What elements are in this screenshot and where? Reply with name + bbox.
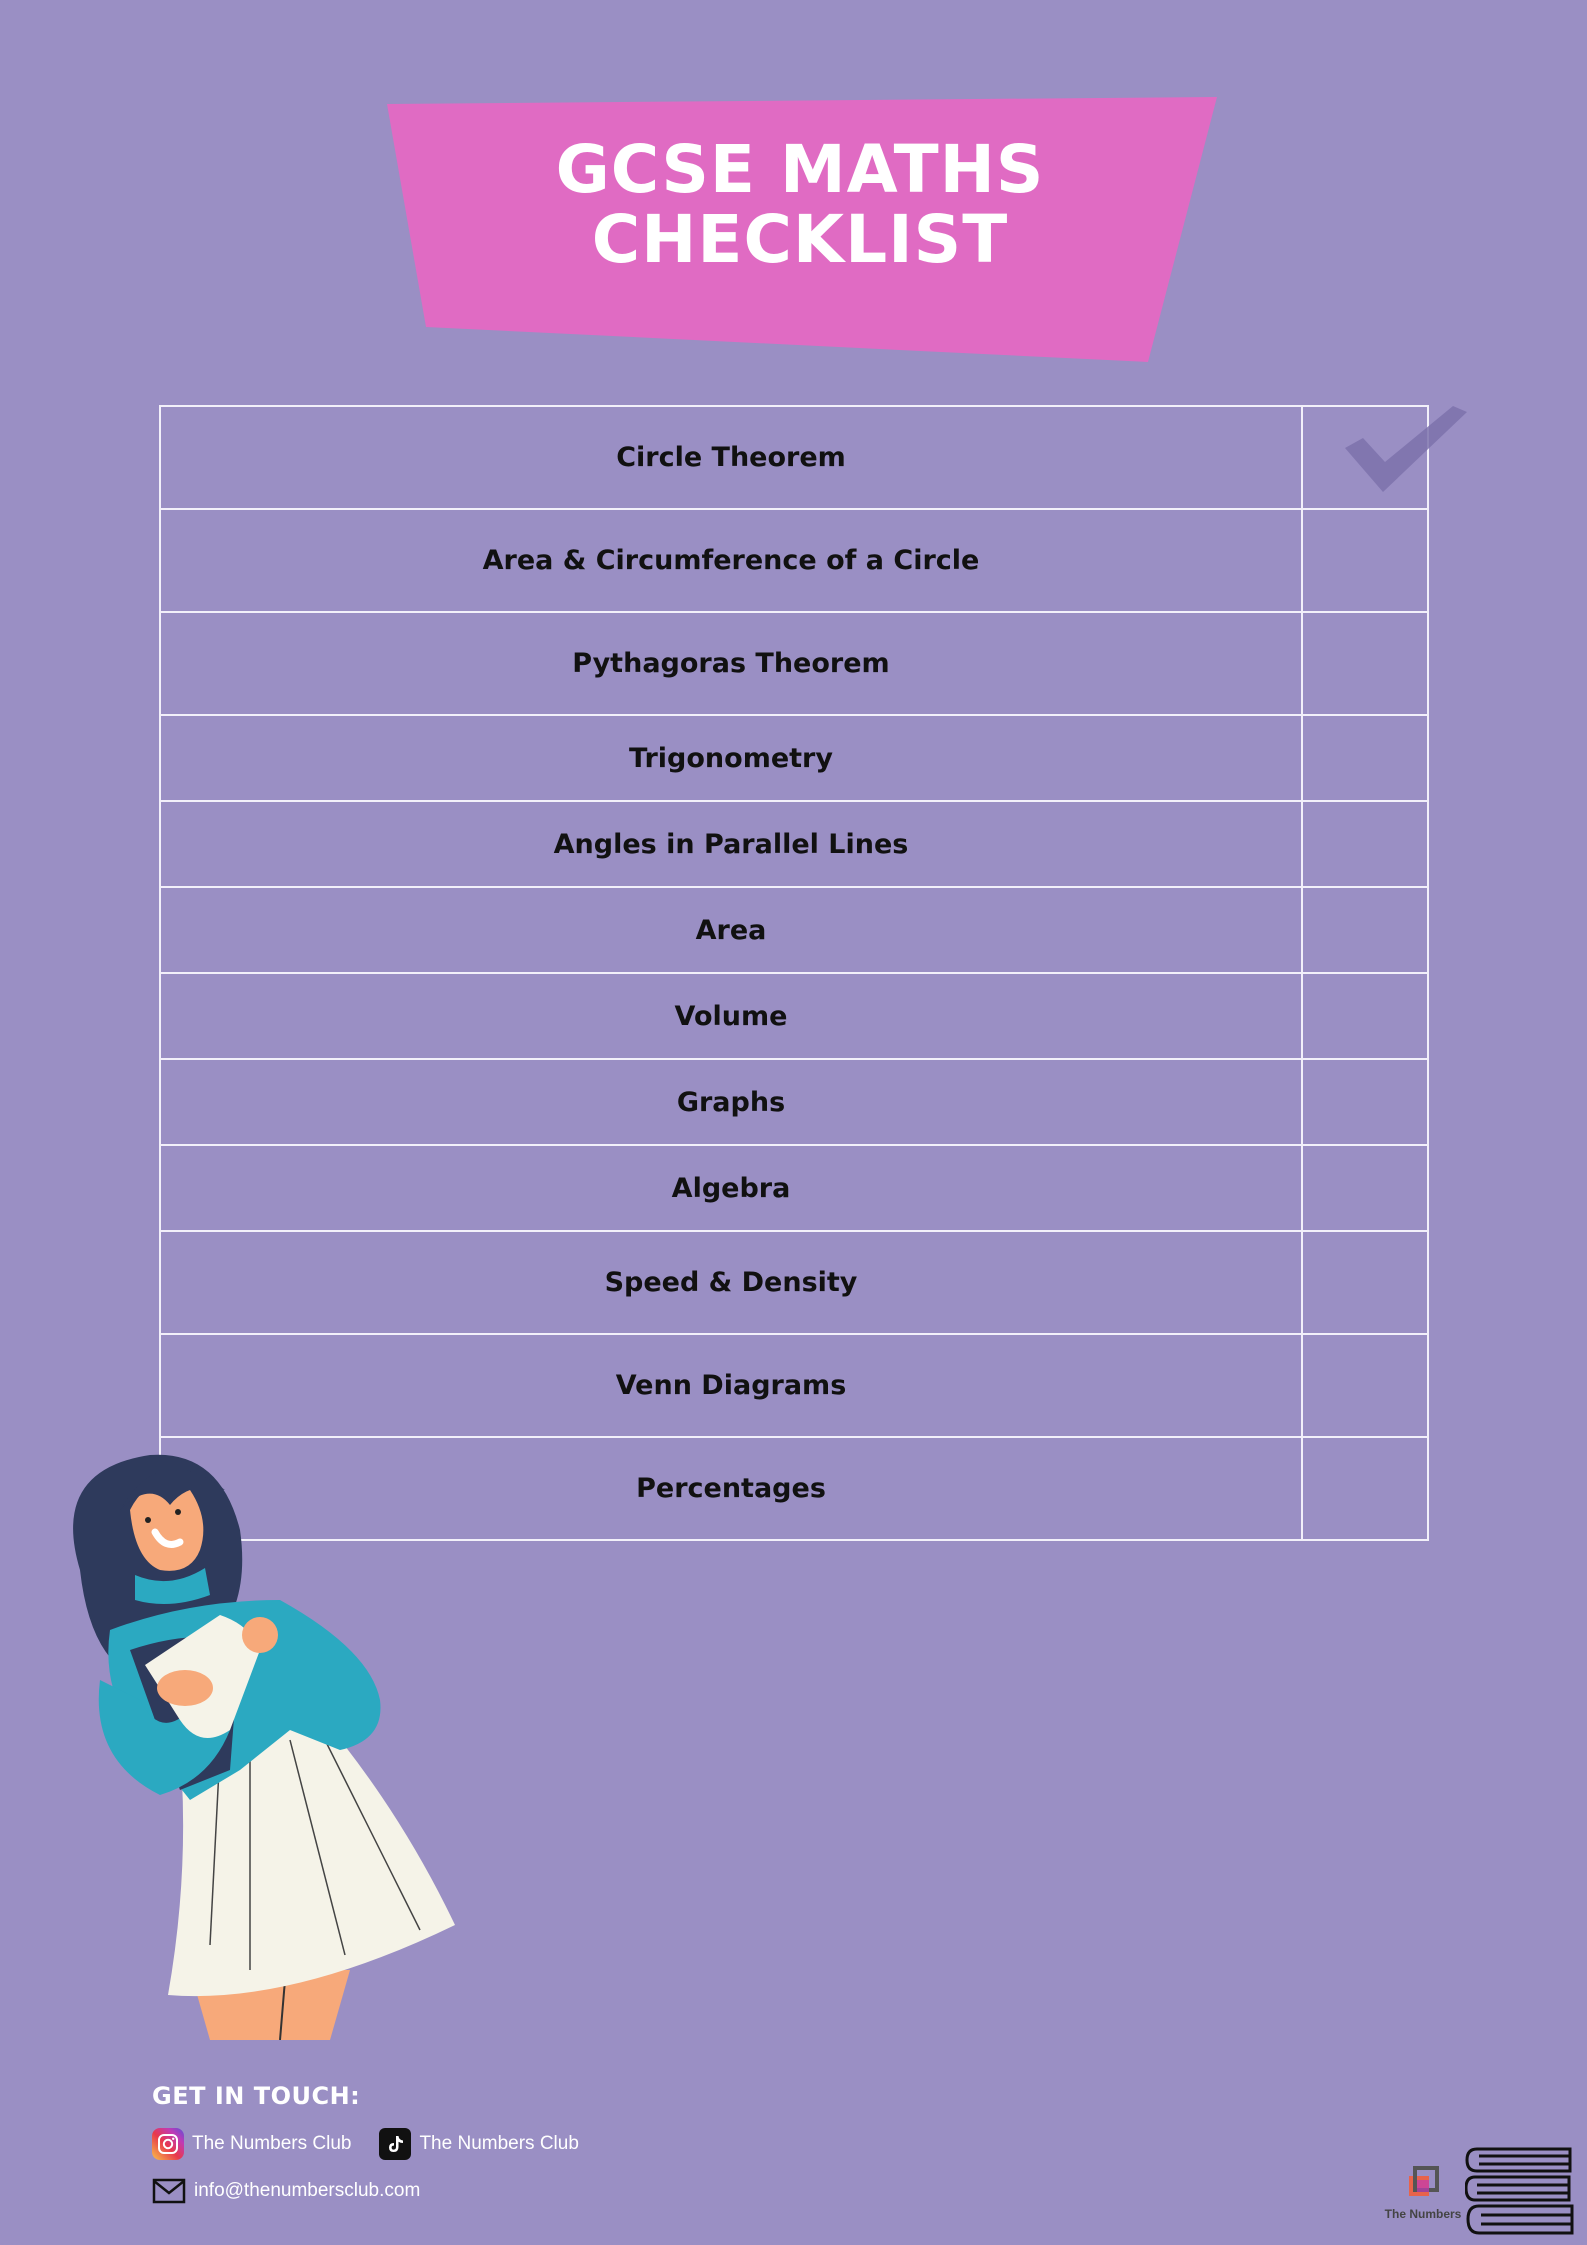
instagram-icon (152, 2128, 184, 2160)
topic-cell: Area (160, 887, 1302, 973)
table-row (160, 1334, 1428, 1437)
topic-cell: Pythagoras Theorem (160, 612, 1302, 715)
contact-heading: GET IN TOUCH: (152, 2082, 361, 2110)
topic-cell: Algebra (160, 1145, 1302, 1231)
checkbox-cell[interactable] (1302, 1437, 1428, 1540)
logo-icon (1403, 2164, 1443, 2200)
brand-logo (1378, 2164, 1468, 2221)
social-row (152, 2128, 607, 2160)
checkbox-cell[interactable] (1302, 1145, 1428, 1231)
table-row (160, 1145, 1428, 1231)
checkbox-cell[interactable] (1302, 887, 1428, 973)
tiktok-link[interactable] (379, 2128, 578, 2160)
checkbox-cell[interactable] (1302, 1334, 1428, 1437)
table-row (160, 406, 1428, 509)
checkbox-cell[interactable] (1302, 509, 1428, 612)
checkbox-cell[interactable] (1302, 1059, 1428, 1145)
checklist-table (159, 405, 1429, 1541)
tiktok-icon (379, 2128, 411, 2160)
table-row (160, 509, 1428, 612)
contact-section (152, 2082, 607, 2204)
email-row (152, 2178, 607, 2204)
instagram-handle: The Numbers Club (192, 2133, 352, 2154)
student-illustration (40, 1450, 470, 2040)
table-row (160, 887, 1428, 973)
books-icon (1465, 2145, 1575, 2240)
table-row (160, 612, 1428, 715)
topic-cell: Venn Diagrams (160, 1334, 1302, 1437)
table-row (160, 801, 1428, 887)
checkbox-cell[interactable] (1302, 612, 1428, 715)
topic-cell: Trigonometry (160, 715, 1302, 801)
table-row (160, 715, 1428, 801)
topic-cell: Speed & Density (160, 1231, 1302, 1334)
checkbox-cell[interactable] (1302, 973, 1428, 1059)
check-icon (1345, 400, 1470, 500)
tiktok-handle: The Numbers Club (419, 2133, 579, 2154)
topic-cell: Percentages (160, 1437, 1302, 1540)
title-banner (380, 95, 1220, 367)
table-row (160, 1231, 1428, 1334)
checkbox-cell[interactable] (1302, 1231, 1428, 1334)
title-line-1: GCSE MATHS (555, 131, 1045, 208)
topic-cell: Volume (160, 973, 1302, 1059)
topic-cell: Angles in Parallel Lines (160, 801, 1302, 887)
logo-text: The Numbers (1384, 2207, 1462, 2221)
page-title (380, 131, 1220, 278)
checkbox-cell[interactable] (1302, 801, 1428, 887)
topic-cell: Area & Circumference of a Circle (160, 509, 1302, 612)
topic-cell: Graphs (160, 1059, 1302, 1145)
mail-icon (152, 2178, 186, 2204)
topic-cell: Circle Theorem (160, 406, 1302, 509)
instagram-link[interactable] (152, 2128, 351, 2160)
checkbox-cell[interactable] (1302, 715, 1428, 801)
email-address: info@thenumbersclub.com (194, 2180, 421, 2201)
table-row (160, 1059, 1428, 1145)
email-link[interactable] (152, 2178, 420, 2204)
title-line-2: CHECKLIST (591, 201, 1009, 278)
table-row (160, 973, 1428, 1059)
